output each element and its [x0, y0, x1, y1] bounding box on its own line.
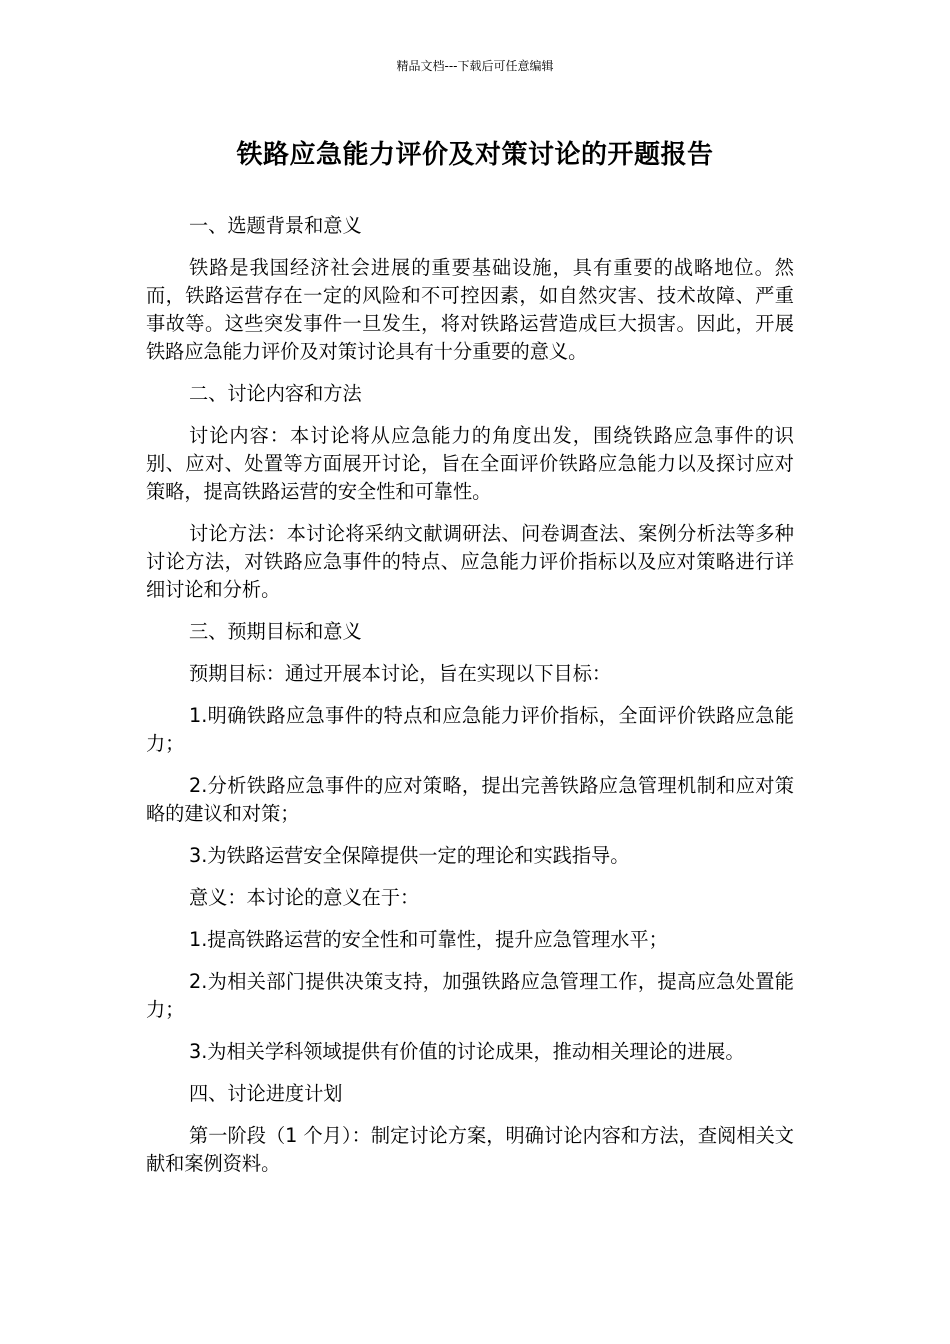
paragraph-phase-1: 第一阶段（1 个月）：制定讨论方案，明确讨论内容和方法，查阅相关文献和案例资料。 — [146, 1124, 794, 1175]
list-item-significance-2: 2.为相关部门提供决策支持，加强铁路应急管理工作，提高应急处置能力； — [146, 970, 794, 1021]
list-item-significance-3: 3.为相关学科领域提供有价值的讨论成果，推动相关理论的进展。 — [189, 1040, 745, 1063]
header-note: 精品文档---下载后可任意编辑 — [396, 59, 554, 73]
document-title: 铁路应急能力评价及对策讨论的开题报告 — [236, 140, 714, 170]
section-heading-goals: 三、预期目标和意义 — [189, 620, 362, 643]
list-item-goal-3: 3.为铁路运营安全保障提供一定的理论和实践指导。 — [189, 844, 630, 867]
paragraph-content: 讨论内容：本讨论将从应急能力的角度出发，围绕铁路应急事件的识别、应对、处置等方面展开讨论，旨在全面评价铁路应急能力以及探讨应对策略，提高铁路运营的安全性和可靠性。 — [146, 424, 794, 503]
list-item-goal-1: 1.明确铁路应急事件的特点和应急能力评价指标，全面评价铁路应急能力； — [146, 704, 794, 755]
section-heading-content-method: 二、讨论内容和方法 — [189, 382, 362, 405]
paragraph-method: 讨论方法：本讨论将采纳文献调研法、问卷调查法、案例分析法等多种讨论方法，对铁路应急事件的特点、应急能力评价指标以及应对策略进行详细讨论和分析。 — [146, 522, 794, 601]
paragraph-significance-intro: 意义：本讨论的意义在于： — [189, 886, 420, 909]
section-heading-schedule: 四、讨论进度计划 — [189, 1082, 343, 1105]
paragraph-background: 铁路是我国经济社会进展的重要基础设施，具有重要的战略地位。然而，铁路运营存在一定的风险和不可控因素，如自然灾害、技术故障、严重事故等。这些突发事件一旦发生，将对铁路运营造成巨大损害。因此，开展铁路应急能力评价及对策讨论具有十分重要的意义。 — [146, 256, 794, 363]
document-body — [146, 212, 794, 1192]
list-item-significance-1: 1.提高铁路运营的安全性和可靠性，提升应急管理水平； — [189, 928, 668, 951]
section-heading-background: 一、选题背景和意义 — [189, 214, 362, 237]
paragraph-goals-intro: 预期目标：通过开展本讨论，旨在实现以下目标： — [189, 662, 612, 685]
list-item-goal-2: 2.分析铁路应急事件的应对策略，提出完善铁路应急管理机制和应对策略的建议和对策； — [146, 774, 794, 825]
